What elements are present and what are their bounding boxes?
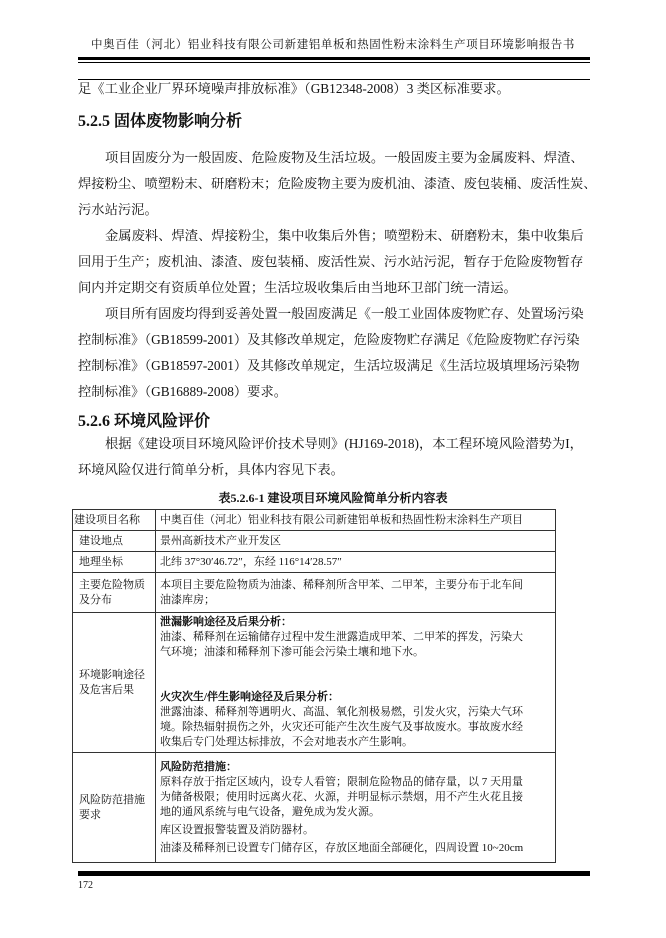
paragraph-line: 间内并定期交有资质单位处置；生活垃圾收集后由当地环卫部门统一清运。 <box>78 280 517 295</box>
spacer <box>160 675 551 690</box>
cell-line: 油漆、稀释剂在运输储存过程中发生泄露造成甲苯、二甲苯的挥发，污染大 <box>160 631 523 643</box>
table-row <box>73 510 556 531</box>
cell-line: 气环境；油漆和稀释剂下渗可能会污染土壤和地下水。 <box>160 646 424 658</box>
row-label: 环境影响途径及危害后果 <box>73 613 156 753</box>
cell-line: 原料存放于指定区域内，设专人看管；限制危险物品的储存量，以 7 天用量 <box>160 775 523 788</box>
cell-line: 为储备极限；使用时远离火花、火源，并明显标示禁烟，用不产生火花且接 <box>160 790 523 803</box>
paragraph-line: 项目固废分为一般固废、危险废物及生活垃圾。一般固废主要为金属废料、焊渣、 <box>105 150 584 165</box>
table-row <box>73 552 556 573</box>
row-value <box>156 552 556 573</box>
paragraph-line: 控制标准》（GB18597-2001）及其修改单规定，生活垃圾满足《生活垃圾填埋场污染物 <box>78 358 580 373</box>
row-label: 主要危险物质及分布 <box>73 573 156 613</box>
cell-line: 北纬 37°30′46.72″，东经 116°14′28.57″ <box>160 555 342 568</box>
header-rule <box>78 57 590 60</box>
paragraph-line: 控制标准》（GB18599-2001）及其修改单规定，危险废物贮存满足《危险废物贮存污染 <box>78 332 580 347</box>
paragraph-line: 回用于生产；废机油、漆渣、废包装桶、废活性炭、污水站污泥，暂存于危险废物暂存 <box>78 254 584 269</box>
row-value <box>156 613 556 753</box>
footer-rule <box>78 871 590 876</box>
paragraph-line: 根据《建设项目环境风险评价技术导则》(HJ169-2018)，本工程环境风险潜势为I， <box>105 436 583 451</box>
risk-analysis-table <box>72 509 556 863</box>
cell-line: 油漆及稀释剂已设置专门储存区，存放区地面全部硬化，四周设置 10~20cm <box>160 841 524 854</box>
paragraph-line: 环境风险仅进行简单分析，具体内容见下表。 <box>78 462 344 477</box>
paragraph-line: 焊接粉尘、喷塑粉末、研磨粉末；危险废物主要为废机油、漆渣、废包装桶、废活性炭、 <box>78 176 597 191</box>
cell-line: 库区设置报警装置及消防器材。 <box>160 823 314 836</box>
spacer <box>160 660 551 675</box>
section-heading-5-2-6: 5.2.6 环境风险评价 <box>78 413 211 430</box>
row-label: 建设项目名称 <box>73 510 156 531</box>
cell-line: 油漆库房； <box>160 593 215 606</box>
paragraph-line: 控制标准》（GB16889-2008）要求。 <box>78 384 288 399</box>
table-row <box>73 573 556 613</box>
row-value <box>156 510 556 531</box>
cell-line: 景州高新技术产业开发区 <box>160 534 281 547</box>
cell-line: 境。除热辐射损伤之外，火灾还可能产生次生废气及事故废水。事故废水经 <box>160 721 523 733</box>
cell-line: 地的通风系统与电气设备，避免成为发火源。 <box>160 805 380 818</box>
section-heading-5-2-5: 5.2.5 固体废物影响分析 <box>78 113 243 130</box>
row-label: 地理坐标 <box>73 552 156 573</box>
row-value <box>156 531 556 552</box>
row-label: 建设地点 <box>73 531 156 552</box>
cell-subheading: 泄漏影响途径及后果分析： <box>160 616 292 628</box>
intro-line: 足《工业企业厂界环境噪声排放标准》（GB12348-2008）3 类区标准要求。 <box>78 81 510 96</box>
page-number: 172 <box>78 880 93 891</box>
cell-line: 收集后专门处理达标排放，不会对地表水产生影响。 <box>160 736 413 748</box>
header-rule-thin <box>78 62 590 63</box>
cell-subheading: 风险防范措施： <box>160 760 237 773</box>
cell-line: 本项目主要危险物质为油漆、稀释剂所含甲苯、二甲苯，主要分布于北车间 <box>160 578 523 591</box>
paragraph-line: 项目所有固废均得到妥善处置一般固废满足《一般工业固体废物贮存、处置场污染 <box>105 306 584 321</box>
row-value <box>156 573 556 613</box>
cell-line: 泄露油漆、稀释剂等遇明火、高温、氧化剂极易燃，引发火灾，污染大气环 <box>160 706 523 718</box>
table-row <box>73 753 556 863</box>
row-value <box>156 753 556 863</box>
cell-subheading: 火灾次生/伴生影响途径及后果分析： <box>160 691 340 703</box>
paragraph-line: 污水站污泥。 <box>78 202 158 217</box>
row-label: 风险防范措施要求 <box>73 753 156 863</box>
running-header: 中奥百佳（河北）铝业科技有限公司新建铝单板和热固性粉末涂料生产项目环境影响报告书 <box>91 39 575 51</box>
cell-line: 中奥百佳（河北）铝业科技有限公司新建铝单板和热固性粉末涂料生产项目 <box>160 513 523 526</box>
table-caption: 表5.2.6-1 建设项目环境风险简单分析内容表 <box>218 491 448 505</box>
table-row <box>73 613 556 753</box>
table-row <box>73 531 556 552</box>
paragraph-line: 金属废料、焊渣、焊接粉尘，集中收集后外售；喷塑粉末、研磨粉末，集中收集后 <box>105 228 584 243</box>
